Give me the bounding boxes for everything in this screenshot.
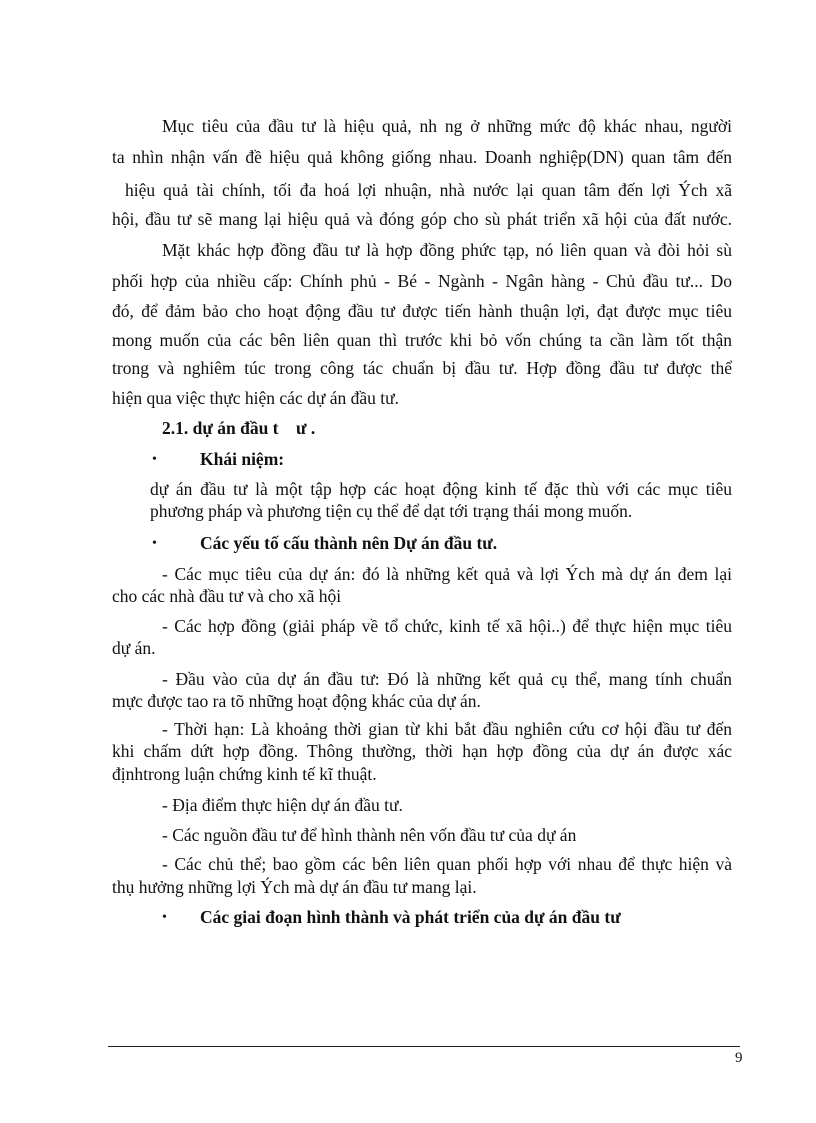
item-objectives-line-1: - Các mục tiêu của dự án: đó là những kết quả và lợi Ých mà dự án đem lại (162, 564, 732, 584)
paragraph-1-line-4: hội, đầu tư sẽ mang lại hiệu quả và đóng góp cho sù phát triển xã hội của đất nước. (112, 209, 732, 229)
paragraph-2-line-3: đó, để đảm bảo cho hoạt động đầu tư được tiến hành thuận lợi, đạt được mục tiêu (112, 301, 732, 321)
item-parties-line-1: - Các chủ thể; bao gồm các bên liên quan phối hợp với nhau để thực hiện và (162, 854, 732, 874)
paragraph-2-line-5: trong và nghiêm túc trong công tác chuẩn bị đầu tư. Hợp đồng đầu tư được thể (112, 358, 732, 378)
item-parties-line-2: thụ hưởng những lợi Ých mà dự án đầu tư mang lại. (112, 877, 477, 897)
page-number: 9 (735, 1050, 743, 1066)
paragraph-2-line-2: phối hợp của nhiều cấp: Chính phủ - Bé - Ngành - Ngân hàng - Chủ đầu tư... Do (112, 271, 732, 291)
item-inputs-line-1: - Đầu vào của dự án đầu tư: Đó là những kết quả cụ thể, mang tính chuẩn (162, 669, 732, 689)
footer-rule (108, 1046, 740, 1047)
bullet-heading-concept: Khái niệm: (200, 449, 285, 469)
item-contracts-line-2: dự án. (112, 638, 156, 658)
paragraph-2-line-6: hiện qua việc thực hiện các dự án đầu tư. (112, 388, 399, 408)
bullet-dot-1: • (152, 452, 157, 467)
bullet-dot-2: • (152, 536, 157, 551)
paragraph-1-line-1: Mục tiêu của đầu tư là hiệu quả, nh ng ở những mức độ khác nhau, người (162, 116, 732, 136)
concept-line-2: phương pháp và phương tiện cụ thể để dạt tới trạng thái mong muốn. (150, 501, 633, 521)
item-duration-line-2: khi chấm dứt hợp đồng. Thông thường, thời hạn hợp đồng của dự án được xác (112, 741, 732, 761)
paragraph-2-line-4: mong muốn của các bên liên quan thì trước khi bỏ vốn chúng ta cần làm tốt thận (112, 330, 732, 350)
item-objectives-line-2: cho các nhà đầu tư và cho xã hội (112, 586, 342, 606)
bullet-heading-components: Các yếu tố cấu thành nên Dự án đầu tư. (200, 533, 498, 553)
bullet-heading-stages: Các giai đoạn hình thành và phát triển của dự án đầu tư (200, 907, 621, 927)
paragraph-1-line-3: hiệu quả tài chính, tối đa hoá lợi nhuận, nhà nước lại quan tâm đến lợi Ých xã (125, 180, 732, 200)
item-location: - Địa điểm thực hiện dự án đầu tư. (162, 795, 403, 815)
paragraph-1-line-2: ta nhìn nhận vấn đề hiệu quả không giống nhau. Doanh nghiệp(DN) quan tâm đến (112, 147, 732, 167)
bullet-dot-3: • (162, 910, 167, 925)
item-sources: - Các nguồn đầu tư để hình thành nên vốn đầu tư của dự án (162, 825, 577, 845)
paragraph-2-line-1: Mặt khác hợp đồng đầu tư là hợp đồng phức tạp, nó liên quan và đòi hỏi sù (162, 240, 732, 260)
item-duration-line-3: địnhtrong luận chứng kinh tế kĩ thuật. (112, 764, 377, 784)
item-contracts-line-1: - Các hợp đồng (giải pháp về tổ chức, kinh tế xã hội..) để thực hiện mục tiêu (162, 616, 732, 636)
item-duration-line-1: - Thời hạn: Là khoảng thời gian từ khi bắt đầu nghiên cứu cơ hội đầu tư đến (162, 719, 732, 739)
item-inputs-line-2: mực được tao ra tõ những hoạt động khác của dự án. (112, 691, 481, 711)
concept-line-1: dự án đầu tư là một tập hợp các hoạt động kinh tế đặc thù với các mục tiêu (150, 479, 732, 499)
section-heading: 2.1. dự án đầu t ư . (162, 418, 316, 438)
